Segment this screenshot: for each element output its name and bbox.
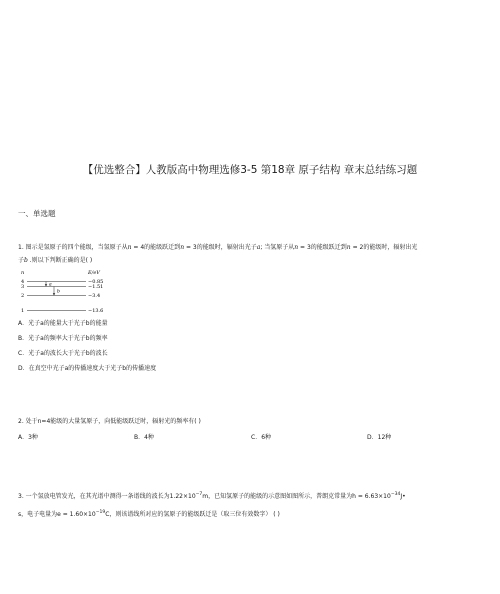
q3-text: s，电子电量为e = 1.60×10 (18, 511, 96, 518)
q1-text: .则以下判断正确的是( ) (27, 257, 93, 264)
q1-option-d[interactable]: D．在真空中光子a的传播速度大于光子b的传播速度 (18, 365, 157, 372)
q3-text: m，已知氢原子的能级的示意图如图所示，普朗克常量为h = 6.63×10 (202, 493, 391, 500)
q3-text: J• (400, 493, 406, 500)
question-3-stem-line1 (18, 490, 406, 501)
level-n-label: 1 (21, 308, 25, 314)
q1-var: a (256, 244, 261, 251)
question-3-stem-line2 (18, 508, 280, 519)
q3-text: C，则该谱线所对应的氢原子的能级跃迁是（取三位有效数字） ( ) (105, 511, 280, 518)
q2-option-a[interactable]: A．3种 (18, 434, 38, 441)
q2-option-d[interactable]: D．12种 (367, 434, 392, 441)
level-energy-label: −1.51 (88, 284, 104, 290)
level-energy-label: −13.6 (88, 308, 104, 314)
q1-text: = 3的能级时，辐射出光子 (184, 244, 257, 251)
level-n-label: 4 (21, 279, 25, 285)
n-axis-label: n (21, 270, 25, 276)
section-heading: 一、单选题 (18, 209, 56, 218)
q1-var: n (346, 244, 351, 251)
q1-text: = 4的能级跃迁到 (131, 244, 181, 251)
q1-text: 1. 图示是氢原子的四个能级，当氢原子从 (18, 244, 128, 251)
arrow-a-label: a (49, 282, 52, 288)
question-1-stem-line2 (18, 256, 92, 265)
energy-level-diagram (18, 268, 118, 316)
level-n-label: 2 (21, 293, 25, 299)
q3-exponent: −7 (195, 492, 203, 497)
arrow-b-head (53, 293, 55, 295)
q1-option-b[interactable]: B．光子a的频率大于光子b的频率 (18, 335, 108, 342)
level-energy-label: −3.4 (88, 293, 101, 299)
arrow-a-head (45, 284, 47, 286)
q1-option-c[interactable]: C．光子a的波长大于光子b的波长 (18, 350, 108, 357)
q1-text: ; 当氢原子从 (260, 244, 295, 251)
question-2-stem: 2. 处于n=4能级的大量氢原子，向低能级跃迁时，辐射光的频率有( ) (18, 418, 201, 425)
q1-var: n (180, 244, 185, 251)
energy-axis-label: E/eV (88, 270, 100, 276)
q1-var: n (127, 244, 132, 251)
q1-text: = 2的能级时，辐射出光 (350, 244, 418, 251)
q1-text: 子 (18, 257, 25, 264)
level-energy-label: −0.85 (88, 279, 104, 285)
q1-var: b (24, 257, 28, 264)
arrow-b-label: b (57, 289, 60, 295)
q2-option-b[interactable]: B．4种 (134, 434, 154, 441)
level-n-label: 3 (21, 284, 25, 290)
document-title: 【优选整合】人教版高中物理选修3-5 第18章 原子结构 章末总结练习题 (82, 164, 418, 176)
q1-var: n (294, 244, 299, 251)
q1-option-a[interactable]: A．光子a的能量大于光子b的能量 (18, 320, 108, 327)
q3-exponent: −34 (390, 492, 401, 497)
q3-exponent: −19 (95, 510, 106, 515)
question-1-stem-line1 (18, 243, 417, 252)
q3-text: 3. 一个氢放电管发光，在其光谱中测得一条谱线的波长为1.22×10 (18, 493, 196, 500)
q1-text: = 3的能级跃迁到 (298, 244, 347, 251)
q2-option-c[interactable]: C．6种 (251, 434, 272, 441)
